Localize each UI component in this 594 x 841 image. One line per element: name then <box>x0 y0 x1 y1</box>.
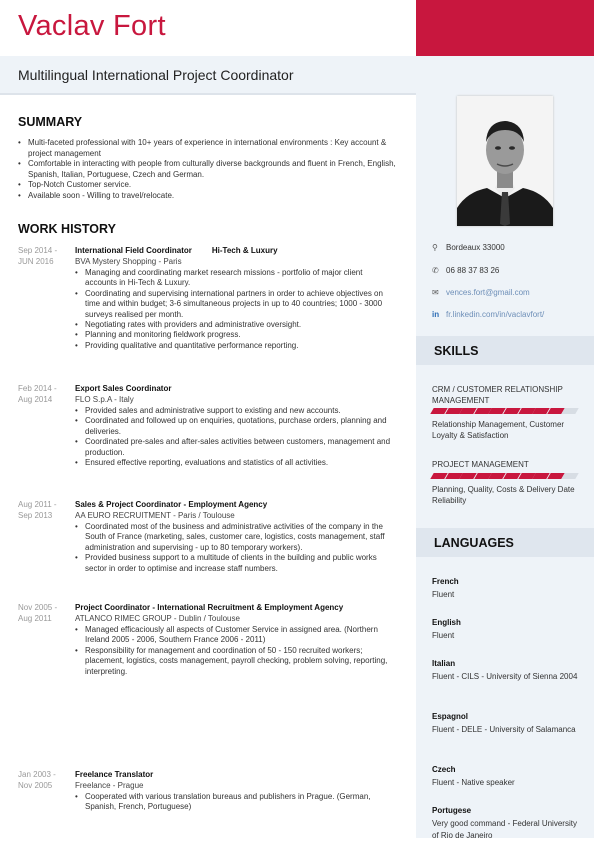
work-history-heading: WORK HISTORY <box>18 222 116 236</box>
job-bullet: • Managing and coordinating market research missions - portfolio of major client accounts in Hi-Tech & Luxury. <box>75 268 395 289</box>
job-bullet: • Ensured effective reporting, evaluations and statistics of all activities. <box>75 458 395 468</box>
language-name: English <box>432 618 461 627</box>
job-company: AA EURO RECRUITMENT - Paris / Toulouse <box>75 511 235 520</box>
job-end-date: Nov 2005 <box>18 781 53 790</box>
skill-name: CRM / CUSTOMER RELATIONSHIP MANAGEMENT <box>432 385 563 405</box>
job-bullet: • Provided business support to a multitude of clients in the building and public works sector in order to optimise and increase staff numbers. <box>75 553 395 574</box>
summary-item: • Comfortable in interacting with people from culturally diverse backgrounds and fluent in French, English, Spanish, Italian, Portuguese, Czech and German. <box>18 159 398 180</box>
accent-block <box>416 0 594 56</box>
language-name: Italian <box>432 659 456 668</box>
language-level: Fluent <box>432 590 455 599</box>
skill-level-segment <box>562 408 579 414</box>
language-level: Very good command - Federal University of Rio de Janeiro <box>432 819 577 840</box>
language-level: Fluent - CILS - University of Sienna 2004 <box>432 672 578 681</box>
phone-icon: ✆ <box>432 266 439 275</box>
contact-linkedin[interactable] <box>432 310 544 319</box>
skill-description: Relationship Management, Customer Loyalty & Satisfaction <box>432 420 565 440</box>
skill-level-bar <box>432 408 577 414</box>
languages-heading <box>416 528 594 557</box>
job-bullet: • Negotiating rates with providers and administrative oversight. <box>75 320 395 330</box>
skill-level-bar <box>432 473 577 479</box>
language-level: Fluent <box>432 631 455 640</box>
language-item <box>432 576 582 601</box>
job-bullets <box>75 268 395 351</box>
skill-level-segment <box>562 473 579 479</box>
headline: Multilingual International Project Coordinator <box>18 67 294 83</box>
job-bullets <box>75 792 395 813</box>
language-name: Czech <box>432 765 456 774</box>
summary-heading: SUMMARY <box>18 115 83 129</box>
language-item <box>432 617 582 642</box>
job-end-date: Sep 2013 <box>18 511 53 520</box>
phone-text: 06 88 37 83 26 <box>446 266 500 275</box>
skill-name: PROJECT MANAGEMENT <box>432 460 529 469</box>
job-dates <box>18 499 70 521</box>
job-title-text: International Field Coordinator <box>75 246 192 255</box>
summary-item: • Multi-faceted professional with 10+ years of experience in international environments : Key account & project management <box>18 138 398 159</box>
job-dates <box>18 245 70 267</box>
job-start-date: Aug 2011 - <box>18 500 57 509</box>
language-item <box>432 764 582 789</box>
job-bullet: • Coordinated pre-sales and after-sales activities between customers, management and production. <box>75 437 395 458</box>
skills-heading <box>416 336 594 365</box>
job-bullets <box>75 406 395 468</box>
skills-heading-text: SKILLS <box>434 344 479 358</box>
job-bullets <box>75 625 395 677</box>
language-level: Fluent - DELE - University of Salamanca <box>432 725 576 734</box>
job-industry: Hi-Tech & Luxury <box>211 246 278 255</box>
language-item <box>432 658 582 683</box>
job-title <box>75 245 395 256</box>
job-company: BVA Mystery Shopping - Paris <box>75 257 182 266</box>
job-start-date: Sep 2014 - <box>18 246 58 255</box>
job-bullet: • Coordinated and followed up on enquiries, quotations, purchase orders, planning and deliveries. <box>75 416 395 437</box>
job-dates <box>18 769 70 791</box>
summary-list <box>18 138 398 201</box>
candidate-name: Vaclav Fort <box>18 10 166 42</box>
job-bullet: • Provided sales and administrative support to existing and new accounts. <box>75 406 395 416</box>
skill-description: Planning, Quality, Costs & Delivery Date Reliability <box>432 485 575 505</box>
location-text: Bordeaux 33000 <box>446 243 505 252</box>
language-name: Espagnol <box>432 712 469 721</box>
main-column <box>0 93 416 838</box>
language-name: Portugese <box>432 806 472 815</box>
location-pin-icon: ⚲ <box>432 243 438 252</box>
job-end-date: JUN 2016 <box>18 257 54 266</box>
profile-photo <box>457 96 553 226</box>
languages-heading-text: LANGUAGES <box>434 536 514 550</box>
job-company: FLO S.p.A - Italy <box>75 395 134 404</box>
job-dates <box>18 602 70 624</box>
email-link[interactable]: vences.fort@gmail.com <box>446 288 530 297</box>
summary-item: • Top-Notch Customer service. <box>18 180 398 191</box>
job-bullet: • Coordinated most of the business and administrative activities of the company in the South of France (marketing, sales, customer care, logistics, costs management, staff administration and supervising - up to 80 temporary workers). <box>75 522 395 553</box>
language-name: French <box>432 577 459 586</box>
job-start-date: Jan 2003 - <box>18 770 56 779</box>
language-item <box>432 805 582 841</box>
job-dates <box>18 383 70 405</box>
job-bullet: • Responsibility for management and coordination of 50 - 150 recruited workers; placement, logistics, costs management, payroll checking, problem solving, reporting, interpreting. <box>75 646 395 677</box>
job-end-date: Aug 2014 <box>18 395 53 404</box>
job-company: Freelance - Prague <box>75 781 144 790</box>
contact-location <box>432 243 505 252</box>
email-icon: ✉ <box>432 288 439 297</box>
contact-phone <box>432 266 499 275</box>
job-end-date: Aug 2011 <box>18 614 52 623</box>
language-item <box>432 711 582 736</box>
summary-item: • Available soon - Willing to travel/relocate. <box>18 191 398 202</box>
job-company: ATLANCO RIMEC GROUP - Dublin / Toulouse <box>75 614 240 623</box>
job-title: Freelance Translator <box>75 770 154 779</box>
job-title: Export Sales Coordinator <box>75 384 172 393</box>
job-bullet: • Providing qualitative and quantitative performance reporting. <box>75 341 395 351</box>
language-level: Fluent - Native speaker <box>432 778 515 787</box>
job-bullets <box>75 522 395 574</box>
job-start-date: Nov 2005 - <box>18 603 58 612</box>
job-bullet: • Coordinating and supervising international partners in order to achieve objectives on time and within budget; 3-6 simultaneous projects in up to 40 countries; 1000 - 3000 surveys realised per month. <box>75 289 395 320</box>
linkedin-link[interactable]: fr.linkedin.com/in/vaclavfort/ <box>446 310 545 319</box>
job-start-date: Feb 2014 - <box>18 384 57 393</box>
job-title: Sales & Project Coordinator - Employment Agency <box>75 500 268 509</box>
contact-email[interactable] <box>432 288 530 297</box>
job-bullet: • Cooperated with various translation bureaus and publishers in Prague. (German, Spanish, French, Portuguese) <box>75 792 395 813</box>
job-title: Project Coordinator - International Recruitment & Employment Agency <box>75 603 344 612</box>
job-bullet: • Managed efficaciously all aspects of Customer Service in assigned area. (Northern Ireland 2005 - 2006, Southern France 2006 - 2011) <box>75 625 395 646</box>
linkedin-icon: in <box>432 310 440 319</box>
job-bullet: • Planning and monitoring fieldwork progress. <box>75 330 395 340</box>
